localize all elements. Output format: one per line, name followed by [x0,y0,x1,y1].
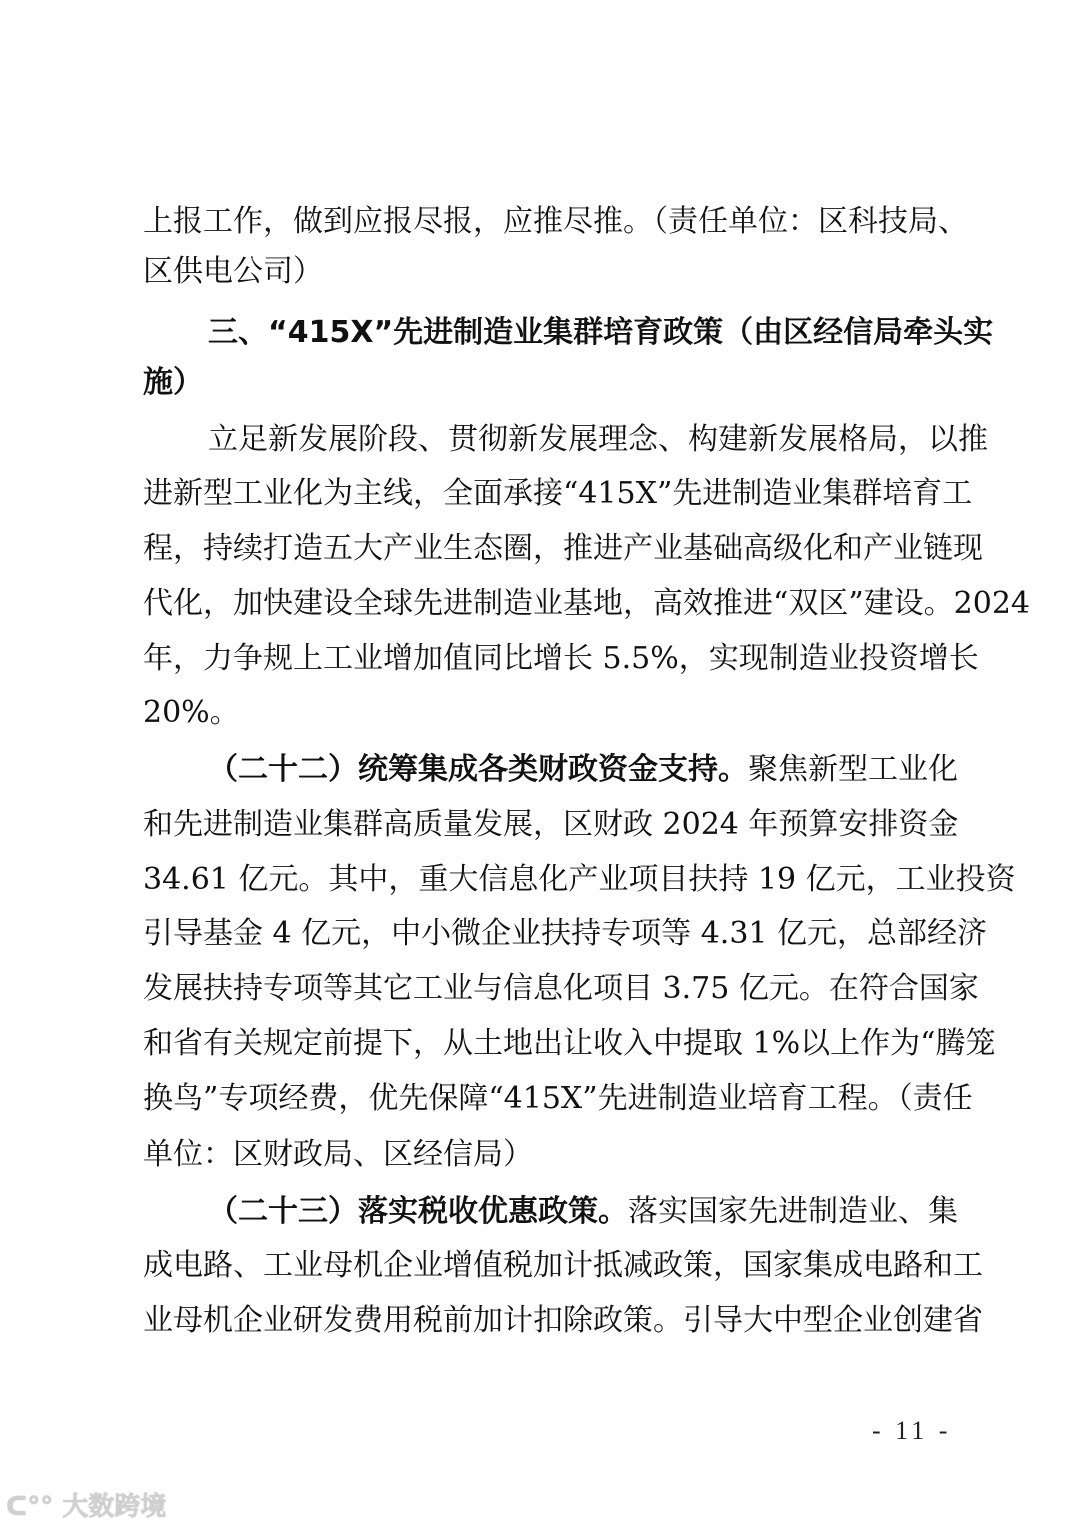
body-line: 进新型工业化为主线，全面承接“415X”先进制造业集群培育工 [143,476,973,511]
body-line: 单位：区财政局、区经信局） [143,1137,533,1172]
body-line: 程，持续打造五大产业生态圈，推进产业基础高级化和产业链现 [143,531,983,566]
body-line: 代化，加快建设全球先进制造业基地，高效推进“双区”建设。2024 [143,586,1031,621]
body-line: 立足新发展阶段、贯彻新发展理念、构建新发展格局，以推 [208,422,988,457]
body-line: 34.61 亿元。其中，重大信息化产业项目扶持 19 亿元，工业投资 [143,862,1016,897]
body-line: 和省有关规定前提下，从土地出让收入中提取 1%以上作为“腾笼 [143,1026,996,1061]
body-line: 发展扶持专项等其它工业与信息化项目 3.75 亿元。在符合国家 [143,971,979,1006]
body-line: 换鸟”专项经费，优先保障“415X”先进制造业培育工程。（责任 [143,1081,973,1116]
item-23-rest: 落实国家先进制造业、集 [628,1194,958,1229]
item-22-rest: 聚焦新型工业化 [748,752,958,787]
section-heading-cont: 施） [143,365,203,400]
body-line: 业母机企业研发费用税前加计扣除政策。引导大中型企业创建省 [143,1303,983,1338]
item-23-lead: （二十三）落实税收优惠政策。 [208,1194,628,1229]
body-line: 引导基金 4 亿元，中小微企业扶持专项等 4.31 亿元，总部经济 [143,916,988,951]
body-line: 成电路、工业母机企业增值税加计抵减政策，国家集成电路和工 [143,1248,983,1283]
item-23-line [208,1192,958,1232]
watermark-logo [6,1486,166,1523]
watermark-icon: ᑕ°° [6,1492,54,1522]
body-line: 和先进制造业集群高质量发展，区财政 2024 年预算安排资金 [143,807,959,842]
body-line: 20%。 [143,695,240,730]
item-22-lead: （二十二）统筹集成各类财政资金支持。 [208,752,748,787]
page-number: - 11 - [872,1416,952,1445]
body-line: 上报工作，做到应报尽报，应推尽推。（责任单位：区科技局、 [143,204,968,239]
section-heading: 三、“415X”先进制造业集群培育政策（由区经信局牵头实 [208,315,994,350]
body-line: 区供电公司） [143,254,323,289]
watermark-text: 大数跨境 [62,1492,167,1522]
body-line: 年，力争规上工业增加值同比增长 5.5%，实现制造业投资增长 [143,641,979,676]
item-22-line [208,750,958,790]
